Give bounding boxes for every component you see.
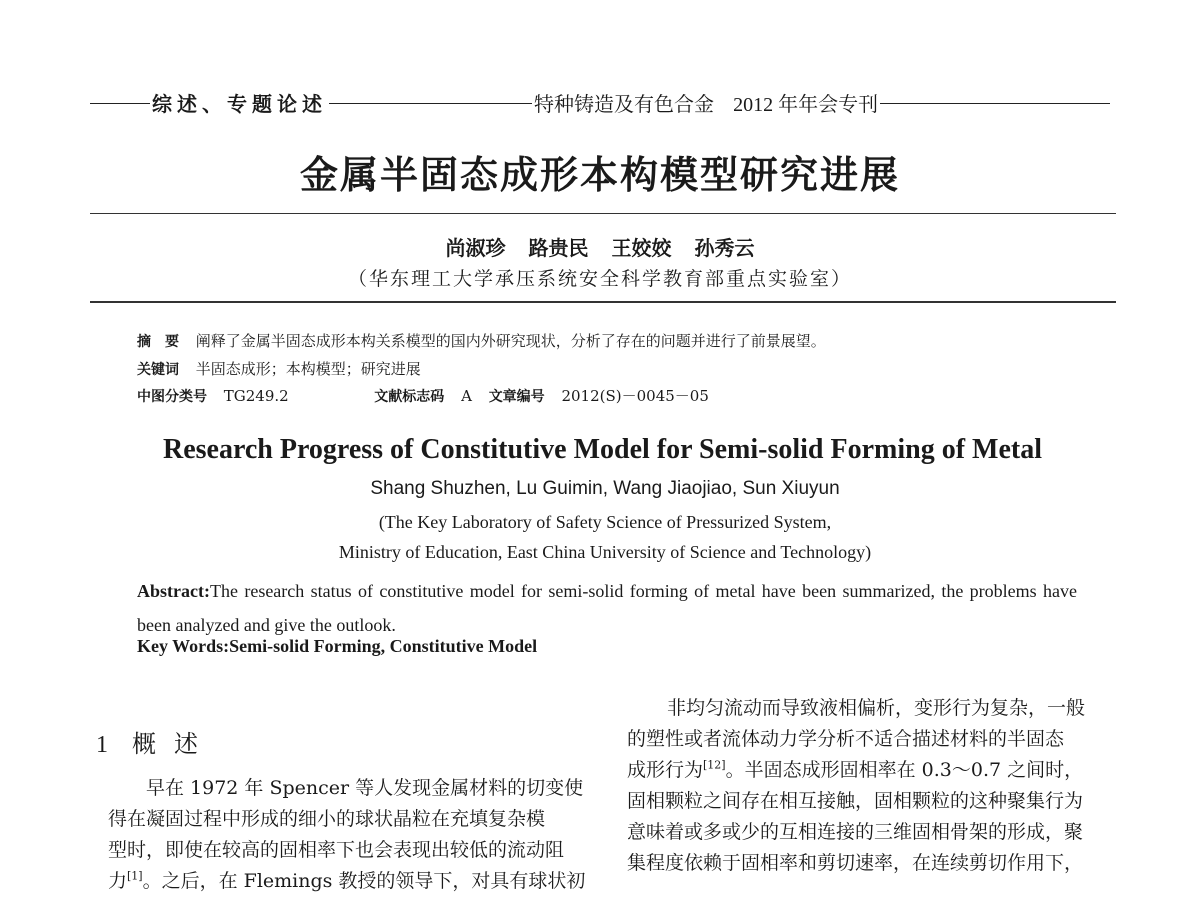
article-id-label: 文章编号 xyxy=(488,389,545,405)
section-label: 综述、专题论述 xyxy=(152,92,327,116)
body-line: 成形行为[12]。半固态成形固相率在 0.3～0.7 之间时， xyxy=(627,758,1084,781)
body-line: 早在 1972 年 Spencer 等人发现金属材料的切变使 xyxy=(146,777,584,799)
english-abstract-label: Abstract: xyxy=(137,581,210,601)
english-keywords-label: Key Words: xyxy=(137,636,230,656)
section-title: 概述 xyxy=(132,730,216,758)
body-line: 得在凝固过程中形成的细小的球状晶粒在充填复杂模 xyxy=(108,808,546,830)
body-left-column xyxy=(108,773,586,897)
affiliation-rule xyxy=(90,301,1116,303)
citation-ref: [1] xyxy=(127,869,143,883)
classification-line xyxy=(137,386,709,407)
year-issue: 2012 年年会专刊 xyxy=(733,94,879,116)
author-name: 孙秀云 xyxy=(694,236,755,260)
english-affiliation-line1: (The Key Laboratory of Safety Science of Pressurized System, xyxy=(378,512,832,532)
running-header xyxy=(90,86,1110,122)
section-heading xyxy=(96,724,216,759)
body-line: 的塑性或者流体动力学分析不适合描述材料的半固态 xyxy=(627,728,1065,750)
page-title: 金属半固态成形本构模型研究进展 xyxy=(299,153,900,197)
english-keywords-text: Semi-solid Forming, Constitutive Model xyxy=(229,636,538,656)
author-name: 路贵民 xyxy=(528,236,589,260)
body-right-column xyxy=(627,693,1117,879)
author-name: 尚淑珍 xyxy=(445,236,506,260)
clc-label: 中图分类号 xyxy=(137,389,207,405)
english-abstract xyxy=(137,574,1077,642)
article-id-value: 2012(S)－0045－05 xyxy=(561,387,709,405)
author-list xyxy=(0,232,1200,261)
keywords-text: 半固态成形；本构模型；研究进展 xyxy=(195,360,421,378)
keywords-cn xyxy=(137,359,421,380)
english-affiliation-line2: Ministry of Education, East China University of Science and Technology) xyxy=(338,542,872,562)
english-abstract-text: The research status of constitutive model for semi-solid forming of metal have been summarized, the problems have been analyzed and give the outlook. xyxy=(137,581,1077,635)
abstract-cn xyxy=(137,331,826,352)
author-name: 王姣姣 xyxy=(611,236,672,260)
title-rule xyxy=(90,213,1116,214)
clc-value: TG249.2 xyxy=(223,387,289,405)
doc-code-value: A xyxy=(461,387,472,405)
body-line: 非均匀流动而导致液相偏析，变形行为复杂，一般 xyxy=(667,697,1086,719)
english-keywords xyxy=(137,636,537,657)
english-authors: Shang Shuzhen, Lu Guimin, Wang Jiaojiao, Sun Xiuyun xyxy=(370,478,840,499)
keywords-label: 关键词 xyxy=(137,362,179,378)
body-line: 固相颗粒之间存在相互接触，固相颗粒的这种聚集行为 xyxy=(627,790,1084,812)
body-line: 力[1]。之后，在 Flemings 教授的领导下，对具有球状初 xyxy=(108,869,586,892)
abstract-text: 阐释了金属半固态成形本构关系模型的国内外研究现状，分析了存在的问题并进行了前景展望。 xyxy=(195,332,826,350)
affiliation: （华东理工大学承压系统安全科学教育部重点实验室） xyxy=(347,268,852,290)
abstract-label: 摘 要 xyxy=(137,334,179,350)
body-line: 意味着或多或少的互相连接的三维固相骨架的形成，聚 xyxy=(627,821,1084,843)
body-line: 型时，即使在较高的固相率下也会表现出较低的流动阻 xyxy=(108,839,565,861)
section-number: 1 xyxy=(96,732,108,758)
doc-code-label: 文献标志码 xyxy=(374,389,445,405)
citation-ref: [12] xyxy=(703,758,726,772)
journal-label xyxy=(532,92,880,117)
english-title: Research Progress of Constitutive Model for Semi-solid Forming of Metal xyxy=(162,434,1042,465)
journal-name: 特种铸造及有色合金 xyxy=(534,92,714,116)
body-line: 集程度依赖于固相率和剪切速率，在连续剪切作用下， xyxy=(627,852,1084,874)
